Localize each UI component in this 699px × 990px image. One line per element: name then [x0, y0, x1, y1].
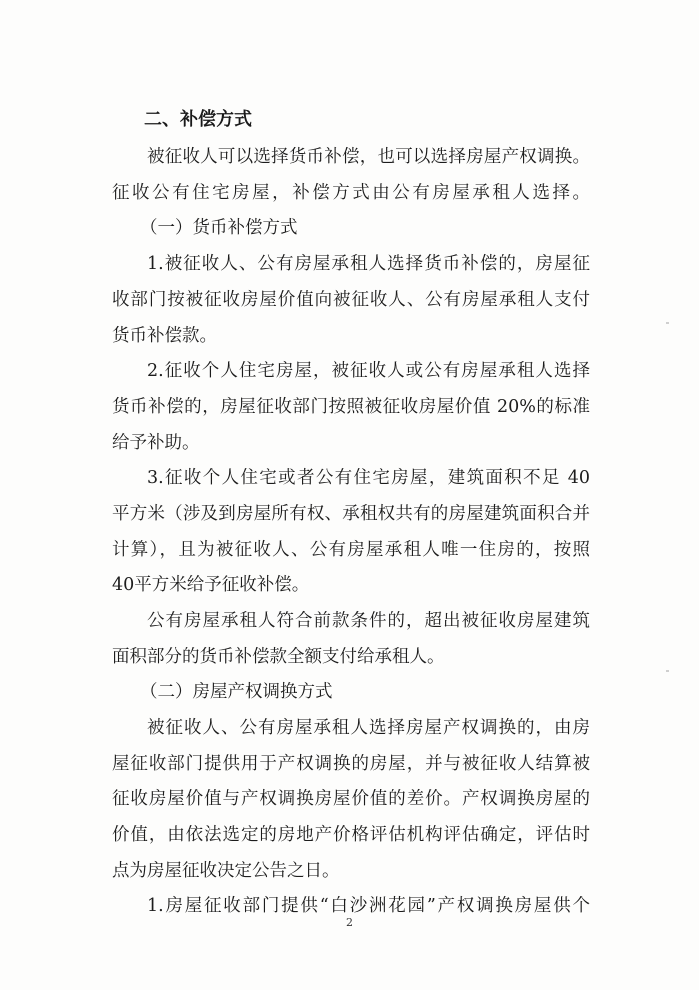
item-3-line-1: 3.征收个人住宅或者公有住宅房屋，建筑面积不足 40: [147, 468, 590, 488]
item-3-line-4: 40平方米给予征收补偿。: [112, 575, 310, 595]
intro-line-1: 被征收人可以选择货币补偿，也可以选择房屋产权调换。: [147, 147, 590, 167]
item-2-line-2: 货币补偿的，房屋征收部门按照被征收房屋价值 20%的标准: [112, 397, 590, 417]
item-1-line-1: 1.被征收人、公有房屋承租人选择货币补偿的，房屋征: [147, 254, 590, 274]
item-1-line-3: 货币补偿款。: [112, 326, 217, 346]
item-1-line-2: 收部门按被征收房屋价值向被征收人、公有房屋承租人支付: [112, 290, 590, 310]
exchange-line-5: 点为房屋征收决定公告之日。: [112, 861, 340, 881]
exchange-line-4: 价值，由依法选定的房地产价格评估机构评估确定，评估时: [112, 825, 590, 845]
exchange-line-1: 被征收人、公有房屋承租人选择房屋产权调换的，由房: [147, 718, 590, 738]
intro-line-2: 征收公有住宅房屋，补偿方式由公有房屋承租人选择。: [112, 183, 590, 203]
page-number: 2: [346, 916, 353, 929]
exchange-line-2: 屋征收部门提供用于产权调换的房屋，并与被征收人结算被: [112, 754, 590, 774]
scan-edge-mark: [666, 322, 669, 324]
lessee-line-2: 面积部分的货币补偿款全额支付给承租人。: [112, 647, 445, 667]
item-2-line-3: 给予补助。: [112, 433, 200, 453]
subsection-2-title: （二）房屋产权调换方式: [140, 682, 333, 702]
item-3-line-3: 计算），且为被征收人、公有房屋承租人唯一住房的，按照: [112, 540, 590, 560]
item-2-line-1: 2.征收个人住宅房屋，被征收人或公有房屋承租人选择: [147, 361, 590, 381]
section-heading: 二、补偿方式: [144, 109, 252, 130]
item-3-line-2: 平方米（涉及到房屋所有权、承租权共有的房屋建筑面积合并: [112, 504, 590, 524]
exchange-item-1-line-1: 1.房屋征收部门提供“白沙洲花园”产权调换房屋供个: [147, 896, 590, 916]
exchange-line-3: 征收房屋价值与产权调换房屋价值的差价。产权调换房屋的: [112, 789, 590, 809]
lessee-line-1: 公有房屋承租人符合前款条件的，超出被征收房屋建筑: [147, 611, 590, 631]
subsection-1-title: （一）货币补偿方式: [140, 218, 298, 238]
scan-edge-mark: [666, 670, 669, 672]
